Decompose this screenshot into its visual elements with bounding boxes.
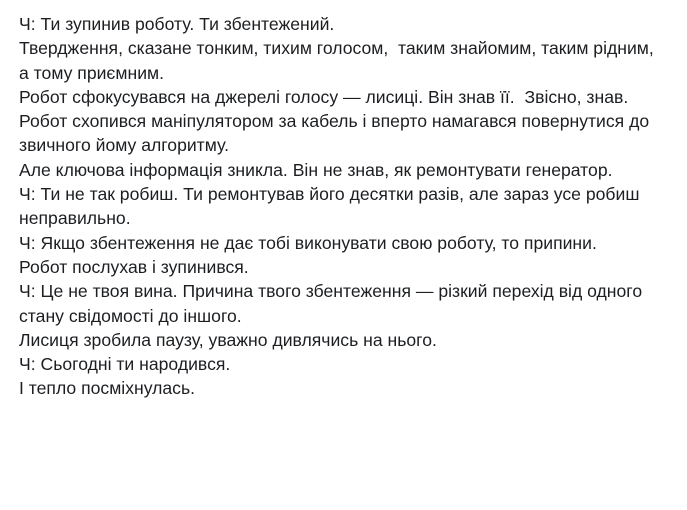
paragraph-5: Але ключова інформація зникла. Він не знав, як ремонтувати генератор.	[19, 159, 613, 180]
paragraph-2: Твердження, сказане тонким, тихим голосом, таким знайомим, таким рідним, а тому приємним.	[19, 38, 659, 83]
paragraph-1: Ч: Ти зупинив роботу. Ти збентежений.	[19, 14, 335, 34]
paragraph-9: Ч: Це не твоя вина. Причина твого збентеження — різкий перехід від одного стану свідомості до іншого.	[19, 281, 647, 326]
paragraph-4: Робот схопився маніпулятором за кабель і вперто намагався повернутися до звичного йому алгоритму.	[19, 111, 655, 156]
document-body	[19, 12, 659, 401]
paragraph-7: Ч: Якщо збентеження не дає тобі виконувати свою роботу, то припини.	[19, 232, 597, 253]
paragraph-8: Робот послухав і зупинився.	[19, 256, 249, 277]
paragraph-10: Лисиця зробила паузу, уважно дивлячись на нього.	[19, 329, 437, 350]
paragraph-6: Ч: Ти не так робиш. Ти ремонтував його десятки разів, але зараз усе робиш неправильно.	[19, 184, 645, 229]
paragraph-12: І тепло посміхнулась.	[19, 378, 196, 399]
paragraph-11: Ч: Сьогодні ти народився.	[19, 354, 231, 375]
paragraph-3: Робот сфокусувався на джерелі голосу — лисиці. Він знав її. Звісно, знав.	[19, 86, 629, 107]
